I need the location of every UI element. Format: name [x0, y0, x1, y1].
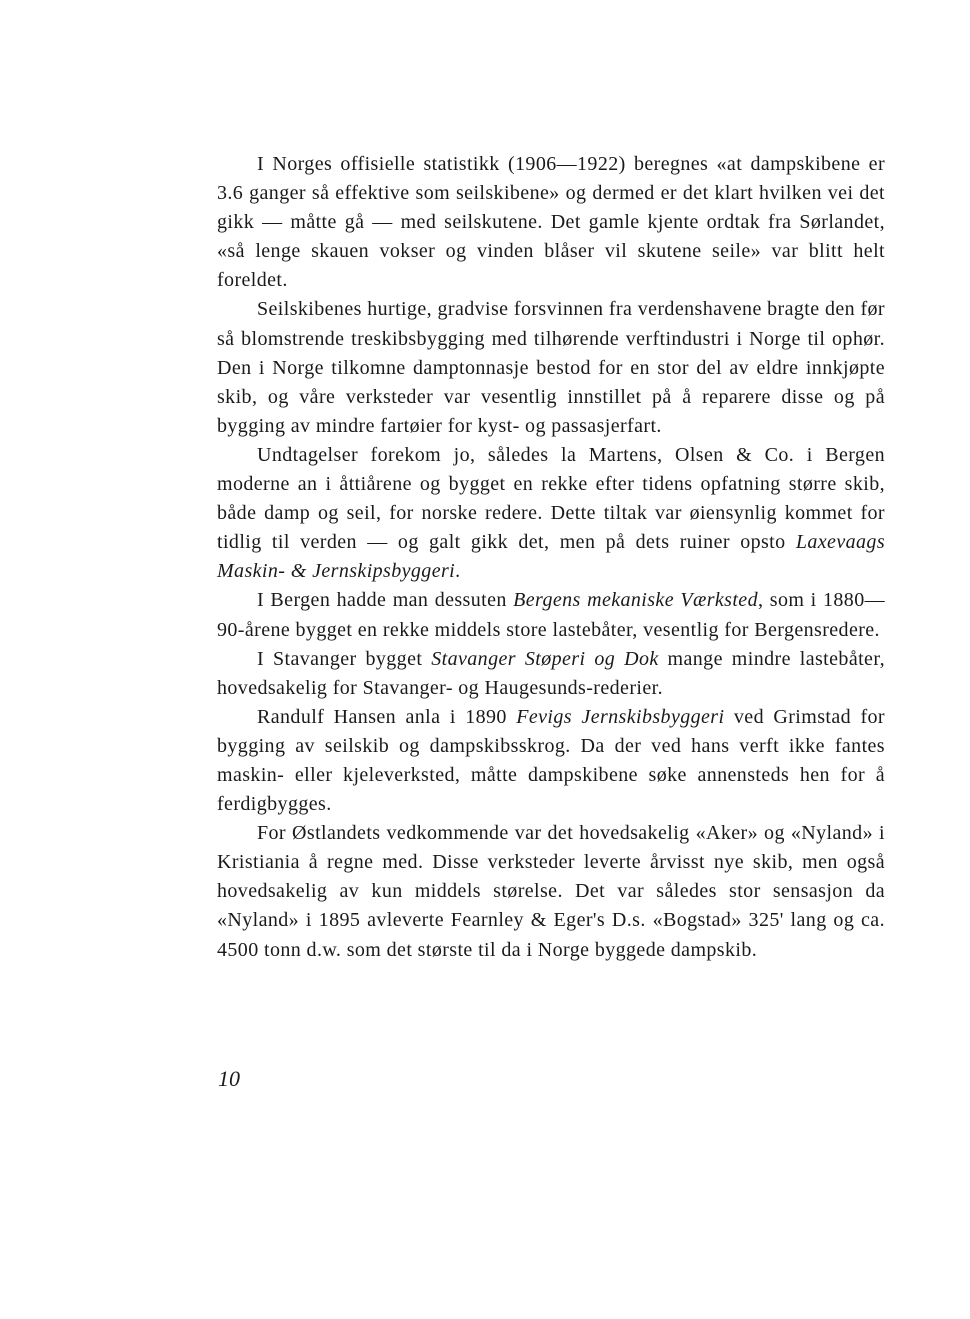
text-run: ved Grimstad for bygging av seilskib og dampskibsskrog. Da der ved hans verft ikke fantes maskin- eller kjeleverksted, måtte dampskibene søke annensteds hen for å ferdigbygges. [217, 705, 885, 816]
text-run: , som i 1880—90-årene bygget en rekke middels store lastebåter, vesentlig for Bergensredere. [217, 589, 885, 641]
text-run: . [455, 560, 461, 583]
text-run: I Bergen hadde man dessuten [257, 589, 514, 612]
shipyard-name: Bergens mekaniske Værksted [513, 589, 758, 612]
paragraph-stavanger [217, 645, 885, 703]
text-run: I Norges offisielle statistikk (1906—1922) beregnes «at dampskibene er 3.6 ganger så effektive som seilskibene» og dermed er det klart hvilken vei det gikk — måtte gå — med seilskutene. Det gamle kjente ordtak fra Sørlandet, «så lenge skauen vokser og vinden blåser vil skutene seile» var blitt helt foreldet. [217, 153, 885, 292]
text-run: For Østlandets vedkommende var det hovedsakelig «Aker» og «Nyland» i Kristiania å regne med. Disse verksteder leverte årvisst nye skib, men også hovedsakelig av kun middels størelse. Det var således stor sensasjon da «Nyland» i 1895 avleverte Fearnley & Eger's D.s. «Bogstad» 325' lang og ca. 4500 tonn d.w. som det største til da i Norge byggede dampskib. [217, 822, 885, 961]
body-text [217, 150, 885, 965]
paragraph-exceptions [217, 441, 885, 586]
text-run: Seilskibenes hurtige, gradvise forsvinnen fra verdenshavene bragte den før så blomstrende treskibsbygging med tilhørende verftindustri i Norge til ophør. Den i Norge tilkomne damptonnasje bestod for en stor del av eldre innkjøpte skib, og våre verksteder var vesentlig innstillet på å reparere disse og på bygging av mindre fartøier for kyst- og passasjerfart. [217, 298, 885, 437]
paragraph-decline [217, 295, 885, 440]
text-run: mange mindre lastebåter, hovedsakelig for Stavanger- og Haugesunds-rederier. [217, 647, 885, 699]
text-run: Undtagelser forekom jo, således la Martens, Olsen & Co. i Bergen moderne an i åttiårene og bygget en rekke efter tidens opfatning større skib, både damp og seil, for norske redere. Dette tiltak var øiensynlig kommet for tidlig til verden — og galt gikk det, men på dets ruiner opsto [217, 443, 885, 554]
page-number: 10 [218, 1066, 240, 1091]
paragraph-bergen [217, 586, 885, 644]
shipyard-name: Stavanger Støperi og Dok [431, 647, 659, 670]
shipyard-name: Laxevaags Maskin- & Jernskipsbyggeri [217, 531, 885, 583]
text-run: I Stavanger bygget [257, 647, 432, 670]
shipyard-name: Fevigs Jernskibsbyggeri [516, 705, 725, 728]
paragraph-grimstad [217, 703, 885, 819]
text-run: Randulf Hansen anla i 1890 [257, 705, 517, 728]
paragraph-ostlandet [217, 819, 885, 964]
paragraph-statistics [217, 150, 885, 295]
